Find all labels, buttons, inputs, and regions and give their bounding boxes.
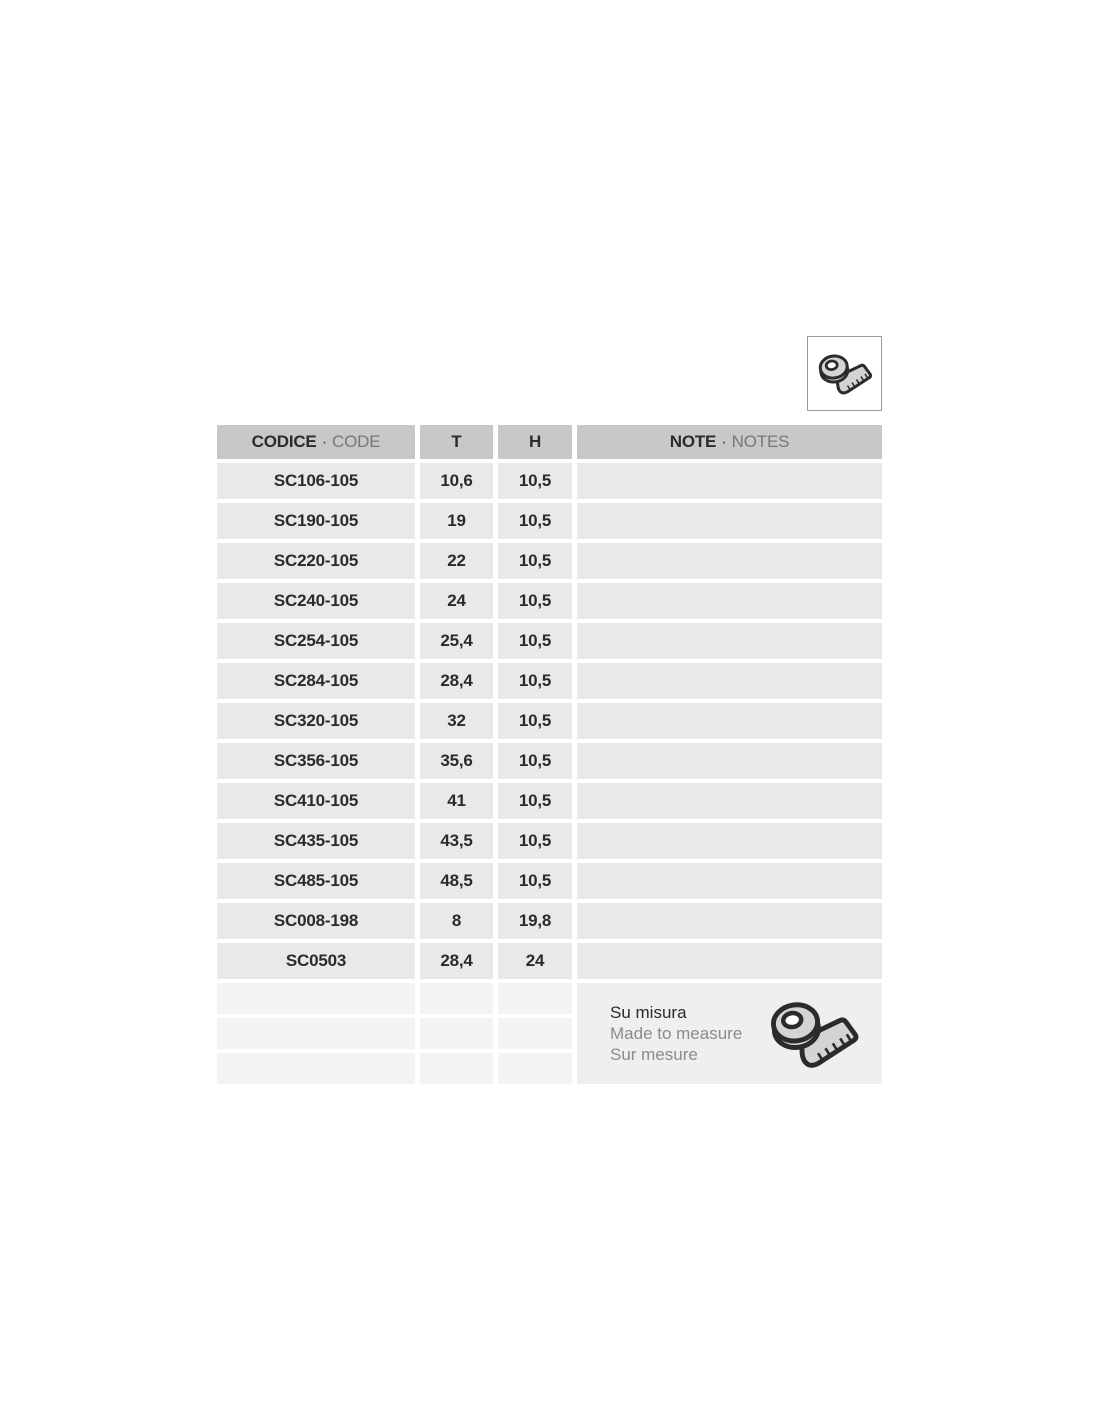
code-cell: SC106-105 [217,463,415,499]
code-cell: SC284-105 [217,663,415,699]
note-cell [577,663,882,699]
h-cell: 10,5 [498,783,572,819]
code-cell: SC240-105 [217,583,415,619]
code-cell: SC410-105 [217,783,415,819]
h-cell: 10,5 [498,743,572,779]
empty-cell [217,1018,415,1049]
empty-cell [498,983,572,1014]
code-cell: SC190-105 [217,503,415,539]
code-cell: SC0503 [217,943,415,979]
h-cell: 10,5 [498,583,572,619]
h-cell: 10,5 [498,863,572,899]
made-to-measure-line-en: Made to measure [610,1024,743,1043]
note-cell [577,543,882,579]
t-cell: 32 [420,703,493,739]
t-cell: 41 [420,783,493,819]
h-cell: 19,8 [498,903,572,939]
note-cell [577,943,882,979]
t-cell: 8 [420,903,493,939]
made-to-measure-line-fr: Sur mesure [610,1045,698,1064]
header-notes-primary: NOTE [669,432,717,451]
code-cell: SC320-105 [217,703,415,739]
tape-measure-icon [817,350,873,397]
header-notes-separator: · [721,432,727,451]
made-to-measure-text [610,1002,742,1065]
code-cell: SC356-105 [217,743,415,779]
header-cell-h [498,425,572,459]
header-cell-notes [577,425,882,459]
h-cell: 10,5 [498,463,572,499]
note-cell [577,823,882,859]
h-cell: 10,5 [498,703,572,739]
empty-cell [420,1053,493,1084]
t-cell: 22 [420,543,493,579]
note-cell [577,583,882,619]
empty-cell [498,1018,572,1049]
note-cell [577,703,882,739]
h-cell: 10,5 [498,503,572,539]
tape-measure-icon-box [807,336,882,411]
header-code-secondary: CODE [332,432,381,451]
t-cell: 19 [420,503,493,539]
code-cell: SC220-105 [217,543,415,579]
empty-cell [217,983,415,1014]
h-cell: 10,5 [498,623,572,659]
empty-cell [498,1053,572,1084]
note-cell [577,743,882,779]
header-notes-secondary: NOTES [731,432,790,451]
t-cell: 24 [420,583,493,619]
note-cell [577,623,882,659]
t-cell: 35,6 [420,743,493,779]
header-cell-code [217,425,415,459]
header-code-primary: CODICE [251,432,317,451]
h-cell: 10,5 [498,543,572,579]
h-cell: 24 [498,943,572,979]
header-code-separator: · [321,432,328,451]
empty-cell [420,1018,493,1049]
code-cell: SC254-105 [217,623,415,659]
t-cell: 43,5 [420,823,493,859]
made-to-measure-line-it: Su misura [610,1003,687,1022]
empty-cell [217,1053,415,1084]
code-cell: SC485-105 [217,863,415,899]
header-h-label: H [528,432,542,451]
header-t-label: T [451,432,462,451]
note-cell [577,463,882,499]
t-cell: 10,6 [420,463,493,499]
spec-table [217,425,882,1084]
tape-measure-icon [768,995,860,1072]
h-cell: 10,5 [498,823,572,859]
tape-measure-icon-wrap [768,995,860,1072]
note-cell [577,503,882,539]
made-to-measure-cell [577,983,882,1084]
code-cell: SC008-198 [217,903,415,939]
t-cell: 28,4 [420,663,493,699]
note-cell [577,903,882,939]
note-cell [577,863,882,899]
t-cell: 48,5 [420,863,493,899]
t-cell: 28,4 [420,943,493,979]
header-cell-t [420,425,493,459]
code-cell: SC435-105 [217,823,415,859]
empty-cell [420,983,493,1014]
t-cell: 25,4 [420,623,493,659]
note-cell [577,783,882,819]
h-cell: 10,5 [498,663,572,699]
